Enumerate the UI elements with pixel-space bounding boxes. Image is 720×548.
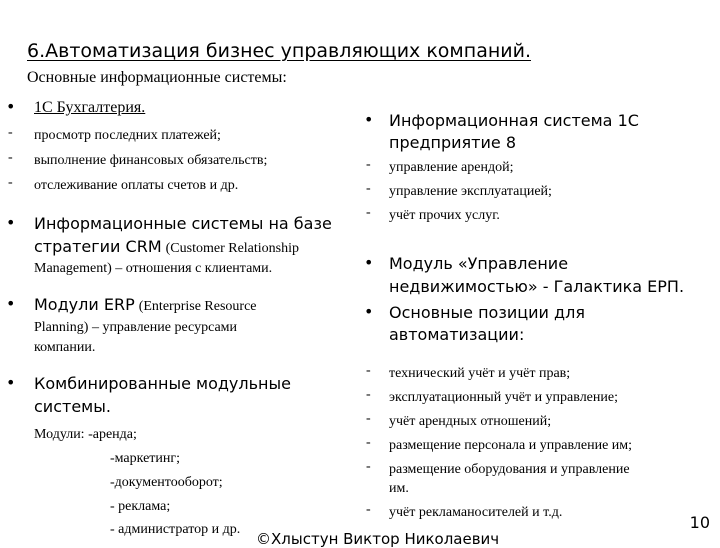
right-bullet-1-line: Информационная система 1С	[389, 111, 639, 130]
right-bullet-2-line: Модуль «Управление	[389, 254, 569, 273]
module-item: -маркетинг;	[110, 451, 181, 466]
right-item: учёт арендных отношений;	[389, 414, 552, 429]
dash-icon: -	[366, 157, 371, 172]
left-item: выполнение финансовых обязательств;	[34, 153, 268, 168]
bullet-icon: •	[6, 97, 16, 116]
dash-icon: -	[366, 411, 371, 426]
left-bullet-2-line: Информационные системы на базе	[34, 214, 332, 233]
dash-icon: -	[8, 125, 13, 140]
left-bullet-1: 1С Бухгалтерия.	[34, 99, 146, 116]
module-item: - реклама;	[110, 499, 171, 514]
bullet-icon: •	[364, 253, 374, 272]
left-bullet-2-line: стратегии CRM (Customer Relationship	[34, 237, 300, 256]
right-item: управление эксплуатацией;	[389, 184, 552, 199]
right-item: им.	[389, 481, 409, 496]
left-item: просмотр последних платежей;	[34, 128, 221, 143]
left-bullet-3-line: Модули ERP (Enterprise Resource	[34, 295, 257, 314]
left-bullet-4-line: Комбинированные модульные	[34, 374, 291, 393]
slide-number: 10	[689, 513, 710, 532]
bullet-icon: •	[6, 213, 16, 232]
dash-icon: -	[8, 175, 13, 190]
left-bullet-3-line: компании.	[34, 340, 96, 355]
right-bullet-2-line: недвижимостью» - Галактика ЕРП.	[389, 277, 685, 296]
right-item: учёт рекламаносителей и т.д.	[389, 505, 563, 520]
right-item: учёт прочих услуг.	[389, 208, 500, 223]
right-item: управление арендой;	[389, 160, 514, 175]
right-item: размещение оборудования и управление	[389, 462, 630, 477]
bullet-icon: •	[364, 110, 374, 129]
left-bullet-4-line: системы.	[34, 397, 111, 416]
dash-icon: -	[366, 459, 371, 474]
bullet-icon: •	[6, 294, 16, 313]
left-bullet-3-line: Planning) – управление ресурсами	[34, 320, 238, 335]
right-item: размещение персонала и управление им;	[389, 438, 633, 453]
bullet-icon: •	[364, 302, 374, 321]
bullet-icon: •	[6, 373, 16, 392]
module-item: -документооборот;	[110, 475, 223, 490]
footer-author: ©Хлыстун Виктор Николаевич	[256, 530, 500, 548]
slide-subtitle: Основные информационные системы:	[27, 69, 287, 86]
dash-icon: -	[8, 150, 13, 165]
dash-icon: -	[366, 502, 371, 517]
left-item: отслеживание оплаты счетов и др.	[34, 178, 239, 193]
modules-heading: Модули: -аренда;	[34, 427, 137, 442]
dash-icon: -	[366, 181, 371, 196]
module-item: - администратор и др.	[110, 522, 241, 537]
right-bullet-1-line: предприятие 8	[389, 133, 516, 152]
dash-icon: -	[366, 435, 371, 450]
dash-icon: -	[366, 387, 371, 402]
slide-title: 6.Автоматизация бизнес управляющих компаний.	[27, 40, 531, 62]
right-item: технический учёт и учёт прав;	[389, 366, 571, 381]
dash-icon: -	[366, 205, 371, 220]
dash-icon: -	[366, 363, 371, 378]
right-item: эксплуатационный учёт и управление;	[389, 390, 618, 405]
left-bullet-2-line: Management) – отношения с клиентами.	[34, 261, 273, 276]
right-bullet-3-line: автоматизации:	[389, 325, 525, 344]
right-bullet-3-line: Основные позиции для	[389, 303, 585, 322]
